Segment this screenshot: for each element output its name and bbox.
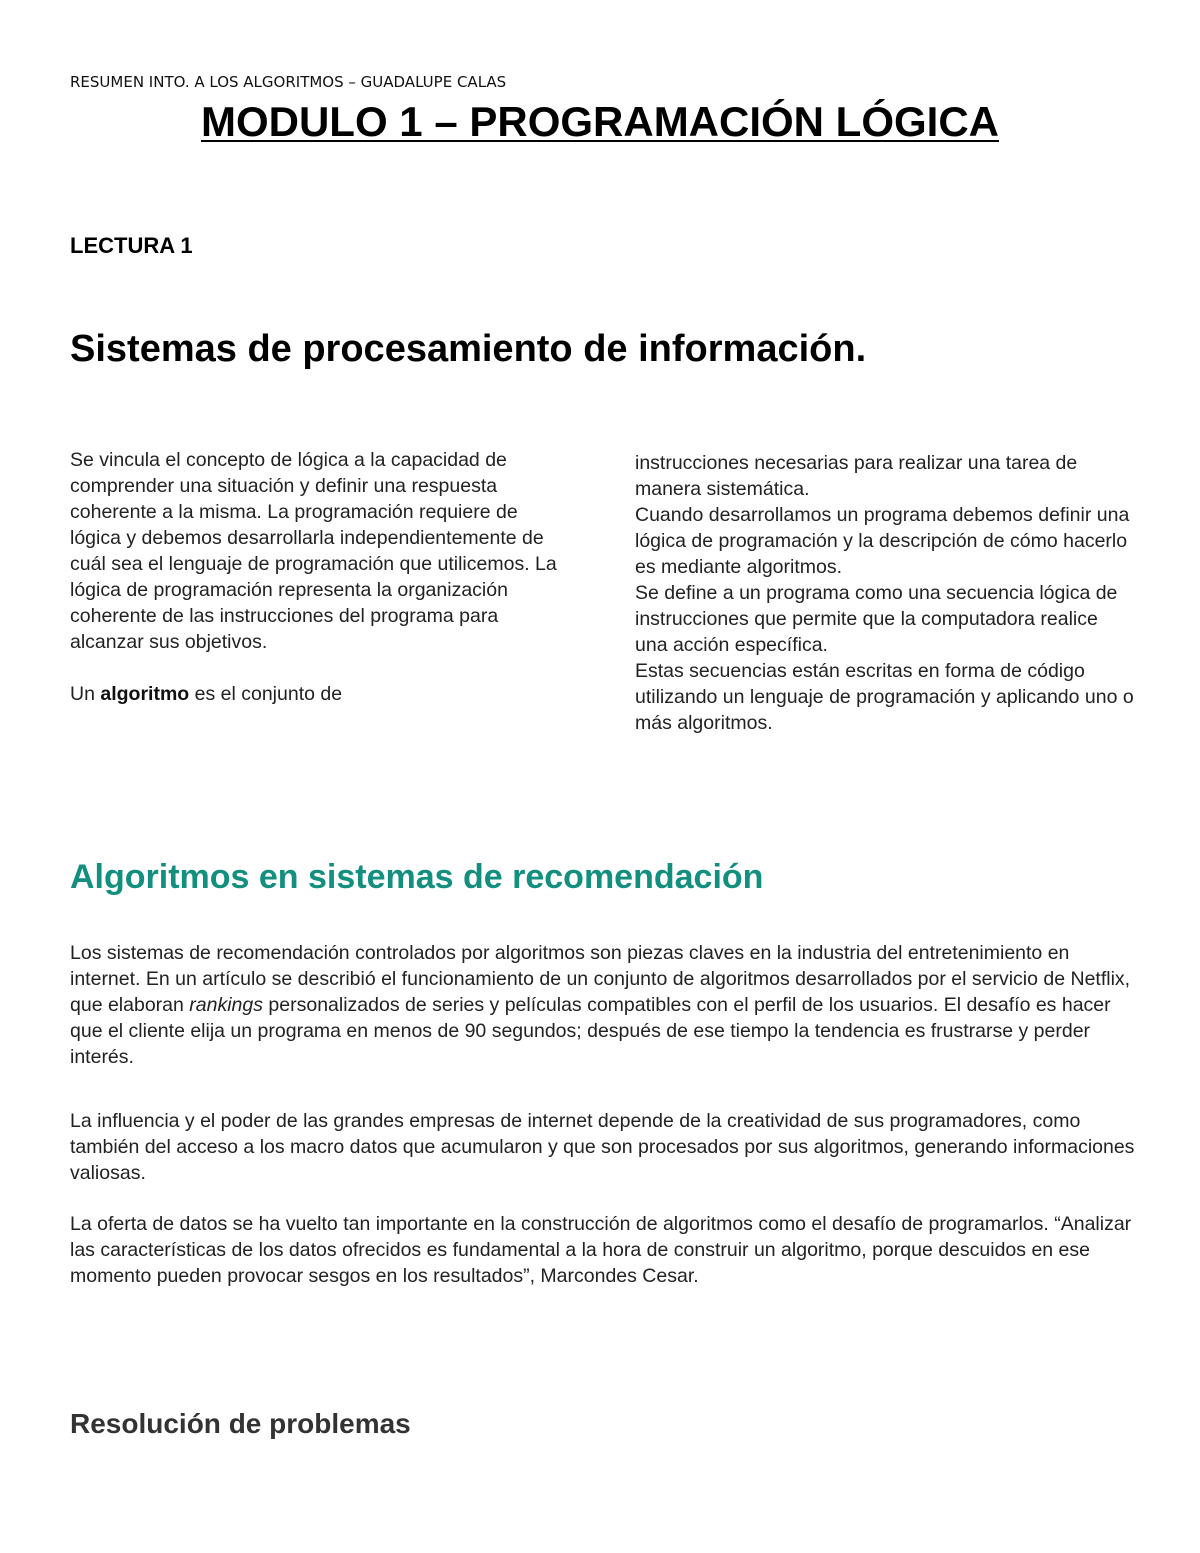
paragraph-influencia (70, 1108, 1140, 1186)
paragraph-text: La oferta de datos se ha vuelto tan importante en la construcción de algoritmos como el desafío de programarlos. “Analizar las características de los datos ofrecidos es fundamental a la hora de construir un algoritmo, porque descuidos en ese momento pueden provocar sesgos en los resultados”, Marcondes Cesar. (70, 1213, 1132, 1287)
section-title-resolucion: Resolución de problemas (70, 1408, 411, 1439)
text-segment: Los sistemas de recomendación controlados por algoritmos son piezas claves en la industria del entretenimiento en internet. En un artículo se describió el funcionamiento de un conjunto de algoritmos desarrollados por el servicio de Netflix, que elaboran (70, 942, 1131, 1016)
paragraph-instrucciones: instrucciones necesarias para realizar una tarea de manera sistemática. (635, 452, 1078, 500)
paragraph-oferta (70, 1211, 1140, 1289)
paragraph-secuencias: Estas secuencias están escritas en forma de código utilizando un lenguaje de programación y aplicando uno o más algoritmos. (635, 660, 1134, 734)
document-header: RESUMEN INTO. A LOS ALGORITMOS – GUADALUPE CALAS (70, 73, 507, 91)
paragraph-algoritmo (70, 681, 570, 707)
paragraph-logica: Se vincula el concepto de lógica a la capacidad de comprender una situación y definir una respuesta coherente a la misma. La programación requiere de lógica y debemos desarrollarla independientemente de cuál sea el lenguaje de programación que utilicemos. La lógica de programación representa la organización coherente de las instrucciones del programa para alcanzar sus objetivos. (70, 449, 557, 653)
paragraph-text: La influencia y el poder de las grandes empresas de internet depende de la creatividad de sus programadores, como también del acceso a los macro datos que acumularon y que son procesados por sus algoritmos, generando informaciones valiosas. (70, 1110, 1135, 1184)
paragraph-desarrollo: Cuando desarrollamos un programa debemos definir una lógica de programación y la descripción de cómo hacerlo es mediante algoritmos. (635, 504, 1130, 578)
italic-term-rankings: rankings (189, 994, 263, 1016)
section-title-recomendacion: Algoritmos en sistemas de recomendación (70, 858, 764, 896)
module-title: MODULO 1 – PROGRAMACIÓN LÓGICA (200, 98, 1000, 145)
bold-term-algoritmo: algoritmo (100, 683, 190, 705)
paragraph-programa: Se define a un programa como una secuencia lógica de instrucciones que permite que la computadora realice una acción específica. (635, 582, 1118, 656)
text-segment: personalizados de series y películas compatibles con el perfil de los usuarios. El desafío es hacer que el cliente elija un programa en menos de 90 segundos; después de ese tiempo la tendencia es frustrarse y perder interés. (70, 994, 1111, 1068)
left-column (70, 447, 570, 707)
paragraph-netflix (70, 940, 1140, 1070)
lectura-heading: LECTURA 1 (70, 233, 193, 258)
text-segment: Un (70, 683, 101, 705)
section-title-sistemas: Sistemas de procesamiento de información. (70, 328, 867, 370)
text-segment: es el conjunto de (189, 683, 343, 705)
right-column (635, 450, 1135, 736)
